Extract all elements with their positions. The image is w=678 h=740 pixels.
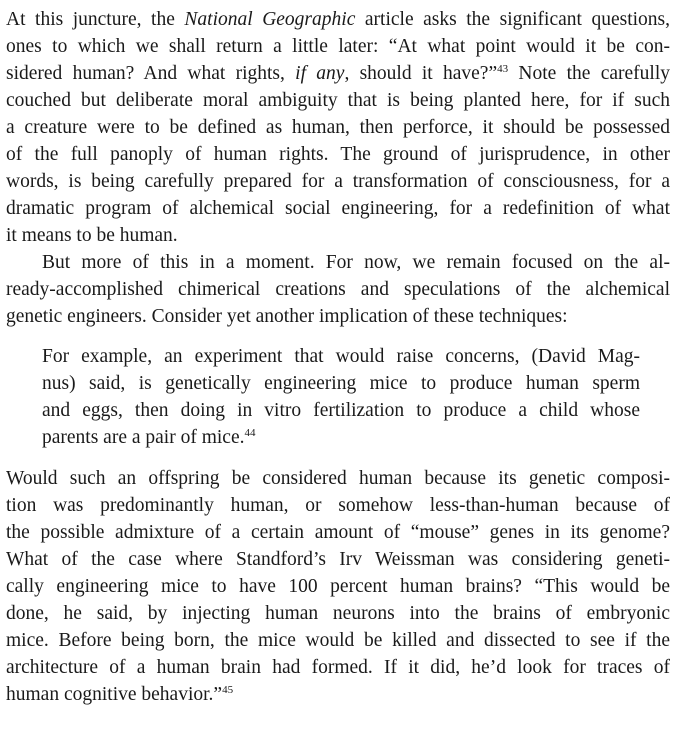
- quote-line: For example, an experiment that would raise concerns, (David Mag-: [42, 346, 640, 367]
- text-line: ones to which we shall return a little later: “At what point would it be con-: [6, 36, 670, 57]
- text-span: Note the carefully: [508, 63, 670, 84]
- text-line: ready-accomplished chimerical creations and speculations of the alchemical: [6, 279, 670, 300]
- emphasis-text: if any: [295, 63, 345, 84]
- text-line: mice. Before being born, the mice would be killed and dissected to see if the: [6, 630, 670, 651]
- text-line: of the full panoply of human rights. The ground of jurisprudence, in other: [6, 144, 670, 165]
- publication-title: National Geographic: [184, 9, 356, 30]
- paragraph-offspring-question: [6, 465, 670, 708]
- text-line: [6, 6, 670, 33]
- text-line: What of the case where Standford’s Irv Weissman was considering geneti-: [6, 549, 670, 570]
- text-line: the possible admixture of a certain amount of “mouse” genes in its genome?: [6, 522, 670, 543]
- text-line: [6, 681, 670, 708]
- paragraph-chimerical-creations: [6, 249, 670, 330]
- text-line: [6, 60, 670, 87]
- footnote-ref-44: 44: [244, 427, 256, 439]
- text-span: sidered human? And what rights,: [6, 63, 296, 84]
- text-span: , should it have?”: [344, 63, 498, 84]
- text-line: cally engineering mice to have 100 percent human brains? “This would be: [6, 576, 670, 597]
- text-line: dramatic program of alchemical social engineering, for a redefinition of what: [6, 198, 670, 219]
- text-line: couched but deliberate moral ambiguity that is being planted here, for if such: [6, 90, 670, 111]
- text-line: Would such an offspring be considered human because its genetic composi-: [6, 468, 670, 489]
- text-span: article asks the significant questions,: [355, 9, 670, 30]
- text-line: genetic engineers. Consider yet another implication of these techniques:: [6, 306, 568, 327]
- quote-line: nus) said, is genetically engineering mice to produce human sperm: [42, 373, 640, 394]
- text-line: words, is being carefully prepared for a transformation of consciousness, for a: [6, 171, 670, 192]
- text-line: done, he said, by injecting human neurons into the brains of embryonic: [6, 603, 670, 624]
- quote-line: and eggs, then doing in vitro fertilization to produce a child whose: [42, 400, 640, 421]
- quote-line: [42, 424, 640, 451]
- text-line: a creature were to be defined as human, then perforce, it should be possessed: [6, 117, 670, 138]
- text-line: But more of this in a moment. For now, we remain focused on the al-: [42, 252, 670, 273]
- block-quote: [6, 343, 670, 451]
- text-line: architecture of a human brain had formed. If it did, he’d look for traces of: [6, 657, 670, 678]
- text-span: human cognitive behavior.”: [6, 684, 223, 705]
- footnote-ref-43: 43: [497, 63, 509, 75]
- text-span: At this juncture, the: [6, 9, 185, 30]
- text-span: parents are a pair of mice.: [42, 427, 245, 448]
- footnote-ref-45: 45: [222, 684, 234, 696]
- text-line: it means to be human.: [6, 225, 178, 246]
- paragraph-national-geographic: [6, 6, 670, 249]
- text-line: tion was predominantly human, or somehow less-than-human because of: [6, 495, 670, 516]
